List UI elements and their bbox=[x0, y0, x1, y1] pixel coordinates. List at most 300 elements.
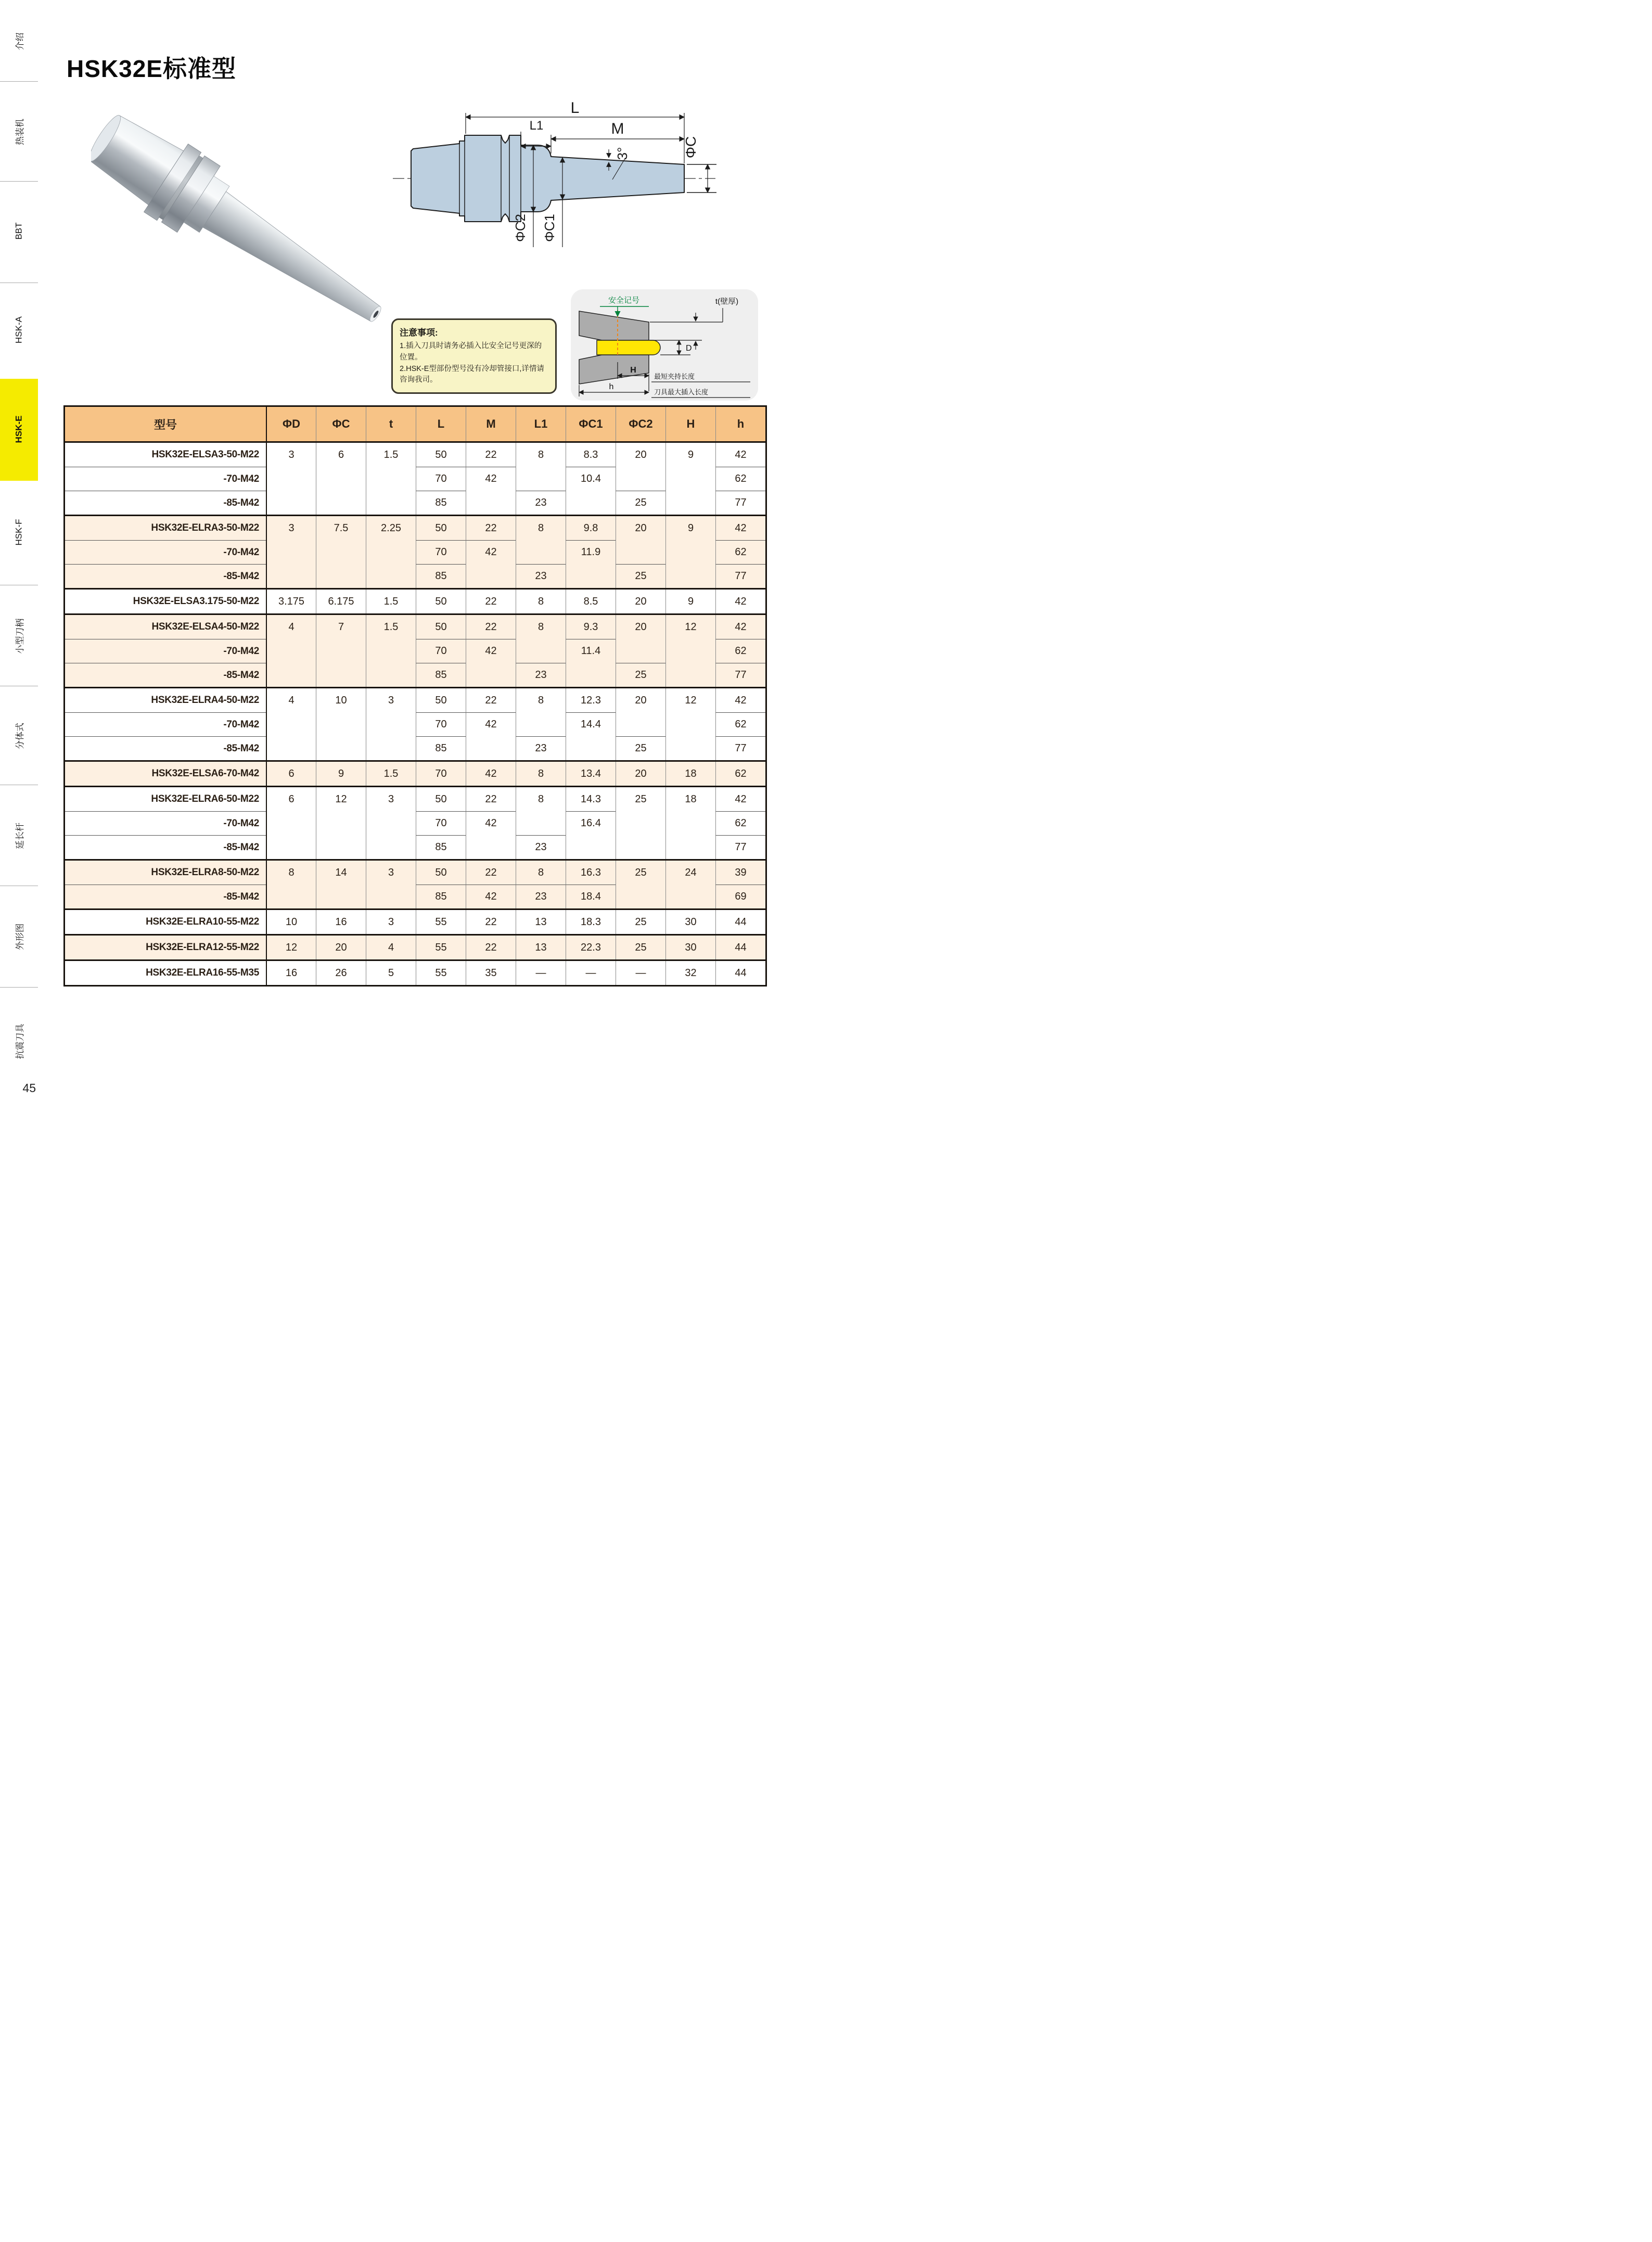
table-row bbox=[65, 712, 765, 736]
model-cell: -85-M42 bbox=[65, 835, 266, 859]
value-cell bbox=[266, 885, 316, 908]
value-cell: 20 bbox=[616, 516, 665, 540]
value-cell: 22 bbox=[466, 787, 516, 811]
value-cell: 30 bbox=[665, 936, 715, 959]
model-cell: -85-M42 bbox=[65, 564, 266, 588]
value-cell: 44 bbox=[715, 910, 765, 934]
value-cell: 23 bbox=[516, 564, 566, 588]
value-cell: 8 bbox=[516, 516, 566, 540]
value-cell: 42 bbox=[715, 787, 765, 811]
table-group bbox=[65, 615, 765, 688]
sidebar-item-anti-vibration-tools[interactable]: 抗震刀具 bbox=[15, 1023, 25, 1059]
table-row bbox=[65, 467, 765, 491]
value-cell: 20 bbox=[616, 443, 665, 467]
value-cell bbox=[616, 712, 665, 736]
sidebar-item-hsk-f[interactable]: HSK-F bbox=[14, 519, 24, 546]
value-cell: 9 bbox=[665, 443, 715, 467]
table-row bbox=[65, 491, 765, 515]
sidebar-item-hsk-a[interactable]: HSK-A bbox=[14, 316, 24, 343]
value-cell bbox=[316, 639, 366, 663]
value-cell: 70 bbox=[416, 712, 466, 736]
value-cell bbox=[616, 467, 665, 491]
table-group bbox=[65, 443, 765, 516]
value-cell bbox=[566, 835, 616, 859]
value-cell: 13 bbox=[516, 936, 566, 959]
value-cell: 6.175 bbox=[316, 590, 366, 613]
table-group bbox=[65, 590, 765, 615]
value-cell: 3 bbox=[366, 787, 416, 811]
sidebar-separator bbox=[0, 81, 38, 82]
header-cell: H bbox=[665, 407, 715, 441]
value-cell: — bbox=[616, 961, 665, 985]
table-row bbox=[65, 835, 765, 859]
value-cell: 30 bbox=[665, 910, 715, 934]
value-cell: 70 bbox=[416, 540, 466, 564]
tool-shank bbox=[597, 340, 660, 355]
value-cell: 85 bbox=[416, 835, 466, 859]
notice-line-1: 1.插入刀具时请务必插入比安全记号更深的位置。 bbox=[400, 342, 542, 362]
value-cell: 8 bbox=[516, 590, 566, 613]
sidebar-separator bbox=[0, 181, 38, 182]
table-group bbox=[65, 787, 765, 861]
value-cell: 9 bbox=[316, 762, 366, 786]
sidebar-item-extension-rods[interactable]: 延长杆 bbox=[15, 823, 25, 849]
value-cell bbox=[516, 540, 566, 564]
value-cell bbox=[366, 639, 416, 663]
value-cell bbox=[616, 540, 665, 564]
model-cell: -85-M42 bbox=[65, 663, 266, 687]
table-row bbox=[65, 443, 765, 467]
spec-table bbox=[63, 405, 767, 987]
value-cell: 8.3 bbox=[566, 443, 616, 467]
value-cell: 22 bbox=[466, 516, 516, 540]
value-cell: 16.4 bbox=[566, 811, 616, 835]
value-cell: 10 bbox=[316, 688, 366, 712]
value-cell bbox=[566, 564, 616, 588]
value-cell: 3 bbox=[266, 443, 316, 467]
header-cell: ΦD bbox=[266, 407, 316, 441]
sidebar-item-bbt[interactable]: BBT bbox=[14, 222, 24, 240]
value-cell: 55 bbox=[416, 936, 466, 959]
table-row bbox=[65, 936, 765, 959]
value-cell: 50 bbox=[416, 615, 466, 639]
table-row bbox=[65, 639, 765, 663]
value-cell: 62 bbox=[715, 712, 765, 736]
value-cell bbox=[665, 885, 715, 908]
table-row bbox=[65, 861, 765, 885]
value-cell: 23 bbox=[516, 736, 566, 760]
value-cell: 50 bbox=[416, 787, 466, 811]
value-cell: 22 bbox=[466, 688, 516, 712]
value-cell: 62 bbox=[715, 540, 765, 564]
value-cell: 77 bbox=[715, 663, 765, 687]
value-cell: 85 bbox=[416, 736, 466, 760]
value-cell: 7 bbox=[316, 615, 366, 639]
value-cell: 42 bbox=[715, 590, 765, 613]
value-cell bbox=[266, 835, 316, 859]
value-cell: 22 bbox=[466, 861, 516, 885]
phi-c-label: ΦC bbox=[683, 136, 699, 159]
table-row bbox=[65, 590, 765, 613]
value-cell bbox=[566, 663, 616, 687]
value-cell: 13.4 bbox=[566, 762, 616, 786]
value-cell bbox=[566, 736, 616, 760]
value-cell: 22 bbox=[466, 936, 516, 959]
value-cell bbox=[266, 736, 316, 760]
value-cell: 42 bbox=[715, 688, 765, 712]
value-cell: 4 bbox=[266, 615, 316, 639]
value-cell: 50 bbox=[416, 443, 466, 467]
value-cell: 3 bbox=[366, 861, 416, 885]
value-cell: 39 bbox=[715, 861, 765, 885]
value-cell: 8 bbox=[516, 443, 566, 467]
value-cell bbox=[616, 811, 665, 835]
value-cell: 11.4 bbox=[566, 639, 616, 663]
value-cell: 50 bbox=[416, 590, 466, 613]
value-cell bbox=[366, 885, 416, 908]
min-clamp-text: 最短夹持长度 bbox=[654, 373, 695, 380]
value-cell: 12 bbox=[665, 615, 715, 639]
value-cell: 9 bbox=[665, 590, 715, 613]
value-cell bbox=[266, 540, 316, 564]
table-group bbox=[65, 762, 765, 787]
value-cell: 14 bbox=[316, 861, 366, 885]
model-cell: -70-M42 bbox=[65, 540, 266, 564]
holder-profile bbox=[411, 135, 684, 222]
value-cell bbox=[665, 564, 715, 588]
dim-M-label: M bbox=[611, 120, 624, 137]
value-cell: 7.5 bbox=[316, 516, 366, 540]
value-cell bbox=[466, 736, 516, 760]
model-cell: HSK32E-ELSA3.175-50-M22 bbox=[133, 596, 259, 607]
value-cell: 42 bbox=[466, 712, 516, 736]
value-cell: 85 bbox=[416, 564, 466, 588]
table-group bbox=[65, 688, 765, 762]
value-cell: 42 bbox=[715, 615, 765, 639]
table-row bbox=[65, 787, 765, 811]
value-cell bbox=[366, 467, 416, 491]
value-cell: 32 bbox=[665, 961, 715, 985]
value-cell bbox=[266, 564, 316, 588]
value-cell bbox=[266, 467, 316, 491]
value-cell: 69 bbox=[715, 885, 765, 908]
value-cell: 22 bbox=[466, 910, 516, 934]
value-cell bbox=[566, 491, 616, 515]
value-cell bbox=[665, 712, 715, 736]
header-cell: 型号 bbox=[153, 418, 177, 431]
model-cell: -85-M42 bbox=[65, 491, 266, 515]
sidebar-item-shrink-machine[interactable]: 热装机 bbox=[15, 119, 25, 145]
value-cell: 20 bbox=[616, 615, 665, 639]
value-cell: 50 bbox=[416, 861, 466, 885]
value-cell: 18 bbox=[665, 762, 715, 786]
value-cell: 85 bbox=[416, 885, 466, 908]
value-cell bbox=[516, 811, 566, 835]
value-cell: 77 bbox=[715, 835, 765, 859]
max-insert-letter: h bbox=[609, 382, 614, 391]
value-cell: — bbox=[566, 961, 616, 985]
value-cell bbox=[516, 639, 566, 663]
value-cell: 22 bbox=[466, 615, 516, 639]
value-cell bbox=[316, 564, 366, 588]
value-cell bbox=[316, 491, 366, 515]
value-cell bbox=[266, 712, 316, 736]
value-cell bbox=[466, 835, 516, 859]
value-cell: 25 bbox=[616, 936, 665, 959]
value-cell: 16.3 bbox=[566, 861, 616, 885]
value-cell: 42 bbox=[466, 885, 516, 908]
value-cell bbox=[316, 736, 366, 760]
catalog-page bbox=[0, 0, 826, 1121]
sidebar-item-intro[interactable]: 介绍 bbox=[15, 32, 25, 50]
dimension-drawing bbox=[372, 101, 726, 271]
value-cell: 62 bbox=[715, 762, 765, 786]
value-cell: 70 bbox=[416, 639, 466, 663]
value-cell bbox=[366, 811, 416, 835]
tool-holder-photo bbox=[91, 107, 395, 349]
table-row bbox=[65, 615, 765, 639]
table-row bbox=[65, 663, 765, 687]
value-cell bbox=[366, 712, 416, 736]
value-cell: 25 bbox=[616, 663, 665, 687]
model-cell: -85-M42 bbox=[65, 736, 266, 760]
dim-L1-label: L1 bbox=[529, 119, 544, 133]
header-cell: h bbox=[715, 407, 765, 441]
value-cell: 22 bbox=[466, 443, 516, 467]
value-cell: 6 bbox=[266, 762, 316, 786]
table-row bbox=[65, 885, 765, 908]
header-cell: ΦC1 bbox=[566, 407, 616, 441]
value-cell bbox=[616, 835, 665, 859]
header-cell: L1 bbox=[516, 407, 566, 441]
sidebar-nav bbox=[0, 0, 38, 1121]
table-row bbox=[65, 961, 765, 985]
safety-diagram bbox=[571, 289, 758, 401]
value-cell bbox=[466, 663, 516, 687]
value-cell: 6 bbox=[316, 443, 366, 467]
value-cell: 18.4 bbox=[566, 885, 616, 908]
value-cell bbox=[266, 491, 316, 515]
value-cell: 16 bbox=[266, 961, 316, 985]
value-cell: 70 bbox=[416, 762, 466, 786]
value-cell: 1.5 bbox=[366, 615, 416, 639]
value-cell bbox=[366, 835, 416, 859]
sidebar-separator bbox=[0, 987, 38, 988]
value-cell bbox=[665, 811, 715, 835]
value-cell: 1.5 bbox=[366, 443, 416, 467]
value-cell: 3 bbox=[266, 516, 316, 540]
table-row bbox=[65, 516, 765, 540]
value-cell bbox=[665, 540, 715, 564]
model-cell: HSK32E-ELRA10-55-M22 bbox=[146, 916, 259, 927]
table-group bbox=[65, 961, 765, 985]
sidebar-item-hsk-e[interactable]: HSK-E bbox=[14, 415, 24, 443]
value-cell: 12 bbox=[665, 688, 715, 712]
value-cell: 12 bbox=[266, 936, 316, 959]
model-cell: -70-M42 bbox=[65, 467, 266, 491]
min-clamp-letter: H bbox=[630, 366, 636, 375]
value-cell bbox=[366, 663, 416, 687]
value-cell: 9.8 bbox=[566, 516, 616, 540]
value-cell: 42 bbox=[466, 762, 516, 786]
value-cell: 9.3 bbox=[566, 615, 616, 639]
model-cell: HSK32E-ELRA3-50-M22 bbox=[151, 522, 259, 533]
value-cell: 42 bbox=[715, 516, 765, 540]
value-cell: 16 bbox=[316, 910, 366, 934]
value-cell: 8 bbox=[516, 615, 566, 639]
value-cell: 25 bbox=[616, 787, 665, 811]
value-cell bbox=[366, 736, 416, 760]
table-group bbox=[65, 516, 765, 590]
value-cell bbox=[316, 811, 366, 835]
value-cell: 77 bbox=[715, 736, 765, 760]
max-insert-text: 刀具最大插入长度 bbox=[654, 388, 709, 396]
phi-c1-label: ΦC1 bbox=[542, 214, 557, 242]
value-cell: 20 bbox=[616, 688, 665, 712]
value-cell bbox=[316, 663, 366, 687]
sidebar-item-split-type[interactable]: 分体式 bbox=[15, 723, 25, 749]
model-cell: HSK32E-ELSA3-50-M22 bbox=[151, 449, 259, 460]
model-cell: -70-M42 bbox=[65, 712, 266, 736]
header-cell: ΦC bbox=[316, 407, 366, 441]
value-cell: 8 bbox=[516, 787, 566, 811]
diameter-label: D bbox=[686, 344, 692, 353]
header-cell: ΦC2 bbox=[616, 407, 665, 441]
value-cell: 42 bbox=[715, 443, 765, 467]
value-cell: 1.5 bbox=[366, 590, 416, 613]
value-cell: 25 bbox=[616, 910, 665, 934]
value-cell bbox=[616, 639, 665, 663]
value-cell: — bbox=[516, 961, 566, 985]
value-cell: 9 bbox=[665, 516, 715, 540]
model-cell: HSK32E-ELSA6-70-M42 bbox=[151, 768, 259, 779]
value-cell bbox=[665, 639, 715, 663]
model-cell: -70-M42 bbox=[65, 811, 266, 835]
notice-line-2: 2.HSK-E型部份型号没有冷却管接口,详情请咨询我司。 bbox=[400, 364, 544, 385]
value-cell bbox=[316, 712, 366, 736]
wall-thickness-label: t(壁厚) bbox=[715, 297, 739, 306]
table-row bbox=[65, 540, 765, 564]
header-cell: L bbox=[416, 407, 466, 441]
value-cell: 42 bbox=[466, 639, 516, 663]
value-cell: 20 bbox=[316, 936, 366, 959]
model-cell: HSK32E-ELRA16-55-M35 bbox=[146, 967, 259, 978]
value-cell: 23 bbox=[516, 491, 566, 515]
page-title: HSK32E标准型 bbox=[67, 55, 236, 82]
value-cell: 55 bbox=[416, 961, 466, 985]
notice-box bbox=[391, 318, 557, 394]
value-cell bbox=[316, 540, 366, 564]
table-row bbox=[65, 688, 765, 712]
value-cell: 42 bbox=[466, 467, 516, 491]
value-cell: 24 bbox=[665, 861, 715, 885]
value-cell: 25 bbox=[616, 861, 665, 885]
value-cell: 44 bbox=[715, 936, 765, 959]
value-cell: 14.4 bbox=[566, 712, 616, 736]
value-cell: 70 bbox=[416, 811, 466, 835]
value-cell: 25 bbox=[616, 491, 665, 515]
value-cell bbox=[366, 564, 416, 588]
value-cell: 20 bbox=[616, 590, 665, 613]
sidebar-item-small-holders[interactable]: 小型刀柄 bbox=[15, 618, 25, 654]
table-group bbox=[65, 936, 765, 961]
value-cell bbox=[466, 491, 516, 515]
value-cell bbox=[316, 885, 366, 908]
safety-mark-label: 安全记号 bbox=[608, 296, 640, 305]
value-cell: 55 bbox=[416, 910, 466, 934]
table-row bbox=[65, 564, 765, 588]
value-cell bbox=[316, 835, 366, 859]
table-row bbox=[65, 811, 765, 835]
phi-c2-label: ΦC2 bbox=[513, 214, 528, 242]
model-cell: HSK32E-ELRA6-50-M22 bbox=[151, 793, 259, 804]
taper-angle-label: 3° bbox=[614, 147, 630, 160]
value-cell: 13 bbox=[516, 910, 566, 934]
value-cell: 10 bbox=[266, 910, 316, 934]
value-cell bbox=[665, 491, 715, 515]
value-cell: 85 bbox=[416, 663, 466, 687]
page-number: 45 bbox=[22, 1081, 36, 1095]
value-cell: 1.5 bbox=[366, 762, 416, 786]
value-cell: 2.25 bbox=[366, 516, 416, 540]
value-cell: 20 bbox=[616, 762, 665, 786]
value-cell: 42 bbox=[466, 540, 516, 564]
model-cell: HSK32E-ELRA8-50-M22 bbox=[151, 867, 259, 878]
value-cell: 18 bbox=[665, 787, 715, 811]
value-cell: 44 bbox=[715, 961, 765, 985]
value-cell: 77 bbox=[715, 564, 765, 588]
value-cell: 70 bbox=[416, 467, 466, 491]
value-cell: 5 bbox=[366, 961, 416, 985]
value-cell bbox=[516, 712, 566, 736]
value-cell: 62 bbox=[715, 811, 765, 835]
value-cell bbox=[665, 736, 715, 760]
header-cell: M bbox=[466, 407, 516, 441]
table-group bbox=[65, 861, 765, 910]
value-cell: 50 bbox=[416, 688, 466, 712]
value-cell: 23 bbox=[516, 663, 566, 687]
model-cell: -85-M42 bbox=[65, 885, 266, 908]
value-cell bbox=[366, 540, 416, 564]
value-cell: 26 bbox=[316, 961, 366, 985]
value-cell: 8.5 bbox=[566, 590, 616, 613]
value-cell: 50 bbox=[416, 516, 466, 540]
value-cell: 22 bbox=[466, 590, 516, 613]
value-cell: 35 bbox=[466, 961, 516, 985]
value-cell bbox=[665, 467, 715, 491]
value-cell: 12.3 bbox=[566, 688, 616, 712]
value-cell: 3.175 bbox=[266, 590, 316, 613]
value-cell: 25 bbox=[616, 736, 665, 760]
value-cell: 25 bbox=[616, 564, 665, 588]
dim-L-label: L bbox=[570, 101, 580, 117]
spec-table-header bbox=[65, 407, 765, 443]
value-cell bbox=[466, 564, 516, 588]
value-cell: 12 bbox=[316, 787, 366, 811]
table-row bbox=[65, 762, 765, 786]
model-cell: HSK32E-ELRA12-55-M22 bbox=[146, 942, 259, 953]
table-group bbox=[65, 910, 765, 936]
value-cell: 8 bbox=[516, 861, 566, 885]
model-cell: HSK32E-ELRA4-50-M22 bbox=[151, 695, 259, 706]
value-cell bbox=[516, 467, 566, 491]
notice-title: 注意事项: bbox=[400, 328, 438, 338]
value-cell: 42 bbox=[466, 811, 516, 835]
sidebar-item-outline-drawings[interactable]: 外形图 bbox=[15, 924, 25, 950]
value-cell bbox=[665, 835, 715, 859]
value-cell: 4 bbox=[266, 688, 316, 712]
value-cell: 23 bbox=[516, 835, 566, 859]
